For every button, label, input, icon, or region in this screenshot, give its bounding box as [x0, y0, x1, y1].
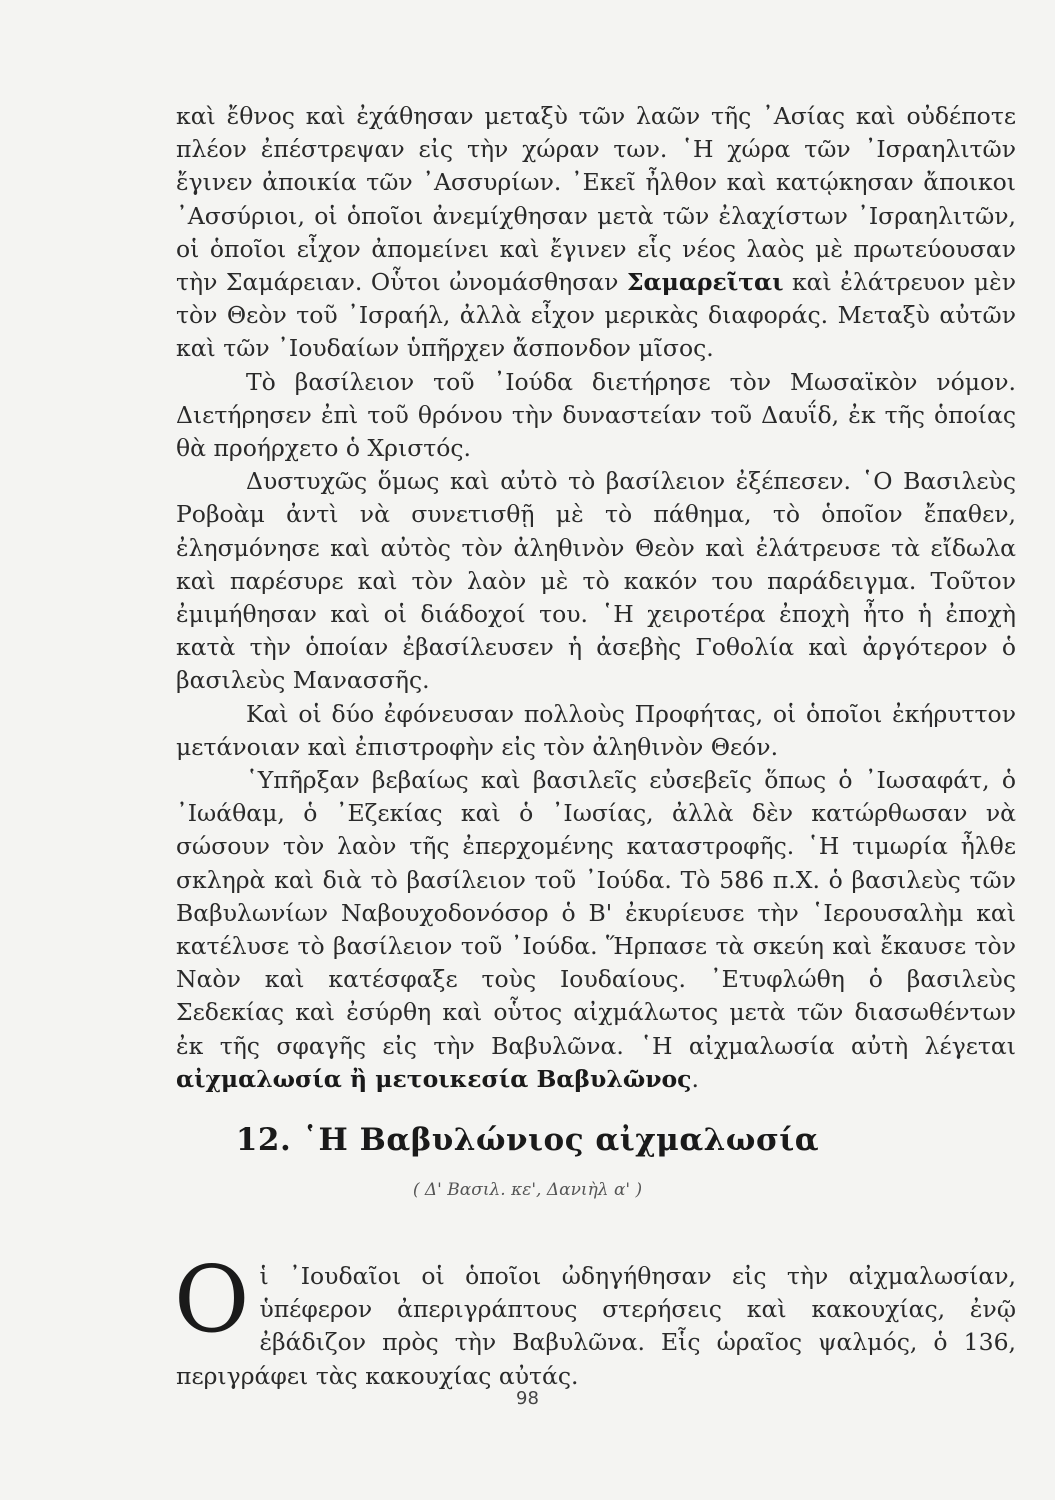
paragraph-text: Τὸ βασίλειον τοῦ ᾿Ιούδα διετήρησε τὸν Μωσαϊκὸν νόμον. Διετήρησεν ἐπὶ τοῦ θρόνου τὴν δυναστείαν τοῦ Δαυΐδ, ἐκ τῆς ὁποίας θὰ προήρχετο ὁ Χριστός. — [176, 367, 1016, 463]
paragraph — [176, 764, 1016, 1096]
paragraph — [176, 465, 1016, 697]
paragraph — [176, 100, 1016, 366]
bold-term: Σαμαρεῖται — [626, 268, 784, 297]
scripture-reference: ( Δ' Βασιλ. κε', Δανιὴλ α' ) — [412, 1180, 643, 1200]
paragraph-text: Δυστυχῶς ὅμως καὶ αὐτὸ τὸ βασίλειον ἐξέπεσεν. ῾Ο Βασιλεὺς Ροβοὰμ ἀντὶ νὰ συνετισθῇ μὲ τὸ πάθημα, τὸ ὁποῖον ἔπαθεν, ἐλησμόνησε καὶ αὐτὸς τὸν ἀληθινὸν Θεὸν καὶ ἐλάτρευσε τὰ εἴδωλα καὶ παρέσυρε καὶ τὸν λαὸν μὲ τὸ κακόν του παράδειγμα. Τοῦτον ἐμιμήθησαν καὶ οἱ διάδοχοί του. ῾Η χειροτέρα ἐποχὴ ἦτο ἡ ἐποχὴ κατὰ τὴν ὁποίαν ἐβασίλευσεν ἡ ἀσεβὴς Γοθολία καὶ ἀργότερον ὁ βασιλεὺς Μανασσῆς. — [176, 467, 1016, 695]
paragraph — [176, 366, 1016, 466]
paragraph — [176, 698, 1016, 764]
paragraph-text: Καὶ οἱ δύο ἐφόνευσαν πολλοὺς Προφήτας, οἱ ὁποῖοι ἐκήρυττον μετάνοιαν καὶ ἐπιστροφὴν εἰς τὸν ἀληθινὸν Θεόν. — [176, 699, 1016, 761]
section-heading: 12. ῾Η Βαβυλώνιος αἰχμαλωσία — [235, 1122, 820, 1158]
page-number: 98 — [516, 1388, 539, 1409]
paragraph-text: καὶ ἐλάτρευον μὲν τὸν Θεὸν τοῦ ᾿Ισραήλ, ἀλλὰ εἶχον μερικὰς διαφοράς. Μεταξὺ αὐτῶν καὶ τῶν ᾿Ιουδαίων ὑπῆρχεν ἄσπονδον μῖσος. — [176, 268, 1016, 363]
section-lead-paragraph — [174, 1246, 1016, 1393]
bold-term: αἰχμαλωσία ἢ μετοικεσία Βαβυλῶνος — [176, 1064, 692, 1093]
drop-cap: O — [174, 1246, 250, 1353]
paragraph-text: καὶ ἔθνος καὶ ἐχάθησαν μεταξὺ τῶν λαῶν τῆς ᾿Ασίας καὶ οὐδέποτε πλέον ἐπέστρεψαν εἰς τὴν χώραν των. ῾Η χώρα τῶν ᾿Ισραηλιτῶν ἔγινεν ἀποικία τῶν ᾿Ασσυρίων. ᾿Εκεῖ ἦλθον καὶ κατῴκησαν ἄποικοι ᾿Ασσύριοι, οἱ ὁποῖοι ἀνεμίχθησαν μετὰ τῶν ἐλαχίστων ᾿Ισραηλιτῶν, οἱ ὁποῖοι εἶχον ἀπομείνει καὶ ἔγινεν εἷς νέος λαὸς μὲ πρωτεύουσαν τὴν Σαμάρειαν. Οὗτοι ὠνομάσθησαν — [176, 102, 1016, 297]
lead-text: ἱ ᾿Ιουδαῖοι οἱ ὁποῖοι ὠδηγήθησαν εἰς τὴν αἰχμαλωσίαν, ὑπέφερον ἀπεριγράπτους στερήσεις καὶ κακουχίας, ἐνῷ ἐβάδιζον πρὸς τὴν Βαβυλῶνα. Εἷς ὡραῖος ψαλμός, ὁ 136, περιγράφει τὰς κακουχίας αὐτάς. — [176, 1262, 1016, 1390]
body-text — [176, 100, 1016, 1096]
paragraph-text: ῾Υπῆρξαν βεβαίως καὶ βασιλεῖς εὐσεβεῖς ὅπως ὁ ᾿Ιωσαφάτ, ὁ ᾿Ιωάθαμ, ὁ ᾿Εζεκίας καὶ ὁ ᾿Ιωσίας, ἀλλὰ δὲν κατώρθωσαν νὰ σώσουν τὸν λαὸν τῆς ἐπερχομένης καταστροφῆς. ῾Η τιμωρία ἦλθε σκληρὰ καὶ διὰ τὸ βασίλειον τοῦ ᾿Ιούδα. Τὸ 586 π.Χ. ὁ βασιλεὺς τῶν Βαβυλωνίων Ναβουχοδονόσορ ὁ Β' ἐκυρίευσε τὴν ῾Ιερουσαλὴμ καὶ κατέλυσε τὸ βασίλειον τοῦ ᾿Ιούδα. Ἥρπασε τὰ σκεύη καὶ ἔκαυσε τὸν Ναὸν καὶ κατέσφαξε τοὺς Ιουδαίους. ᾿Ετυφλώθη ὁ βασιλεὺς Σεδεκίας καὶ ἐσύρθη καὶ οὗτος αἰχμάλωτος μετὰ τῶν διασωθέντων ἐκ τῆς σφαγῆς εἰς τὴν Βαβυλῶνα. ῾Η αἰχμαλωσία αὐτὴ λέγεται — [176, 766, 1016, 1060]
paragraph-text: . — [691, 1064, 699, 1093]
